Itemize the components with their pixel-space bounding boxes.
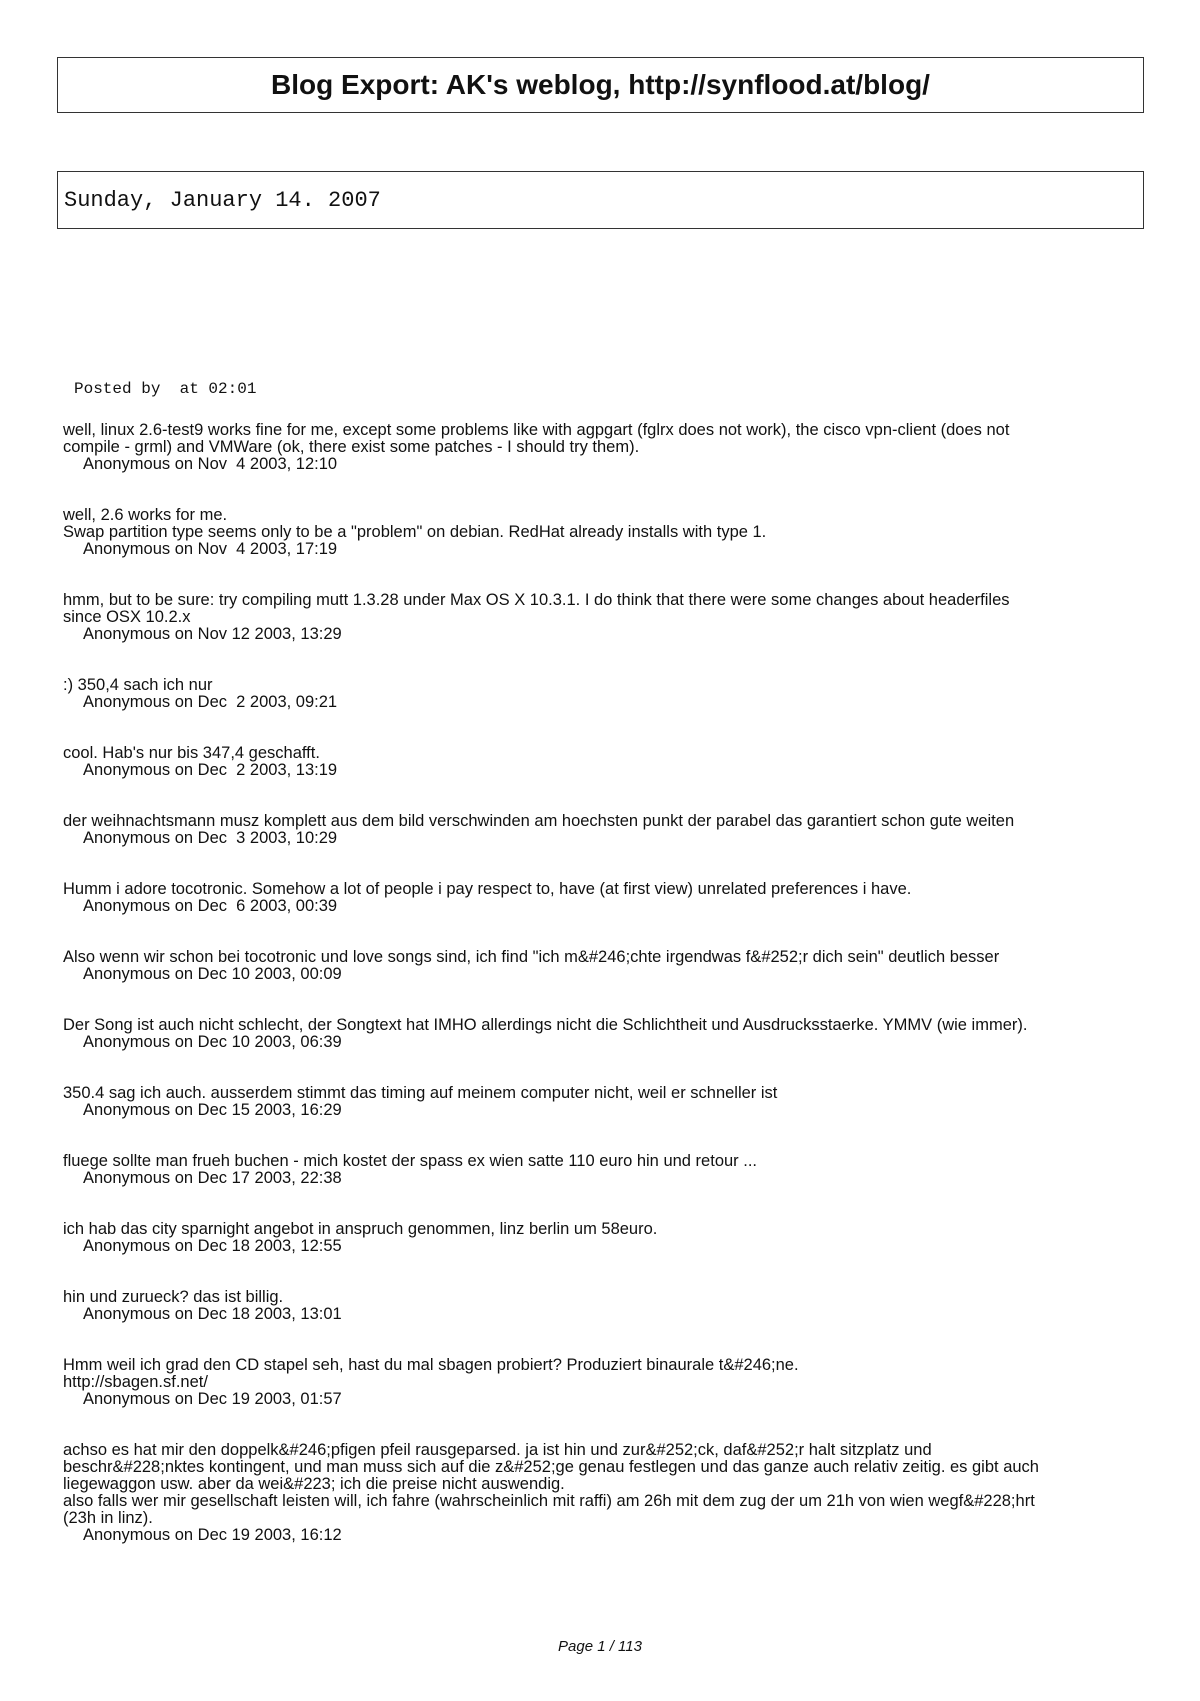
comment (63, 507, 1148, 558)
comment (63, 813, 1148, 847)
comment-text: hin und zurueck? das ist billig. (63, 1288, 284, 1306)
comment-text: der weihnachtsmann musz komplett aus dem bild verschwinden am hoechsten punkt der parabel das garantiert schon gute weiten (63, 812, 1015, 830)
comment (63, 1357, 1148, 1408)
comment (63, 1442, 1148, 1544)
comment-text: Humm i adore tocotronic. Somehow a lot of people i pay respect to, have (at first view) unrelated preferences i have. (63, 880, 912, 898)
comment-meta: Anonymous on Dec 18 2003, 13:01 (83, 1305, 342, 1323)
comment-meta: Anonymous on Dec 17 2003, 22:38 (83, 1169, 342, 1187)
comment-meta: Anonymous on Dec 10 2003, 06:39 (83, 1033, 342, 1051)
comment-meta: Anonymous on Dec 18 2003, 12:55 (83, 1237, 342, 1255)
comment (63, 677, 1148, 711)
comment-list (63, 422, 1148, 1578)
comment (63, 949, 1148, 983)
comment (63, 1153, 1148, 1187)
comment-meta: Anonymous on Dec 6 2003, 00:39 (83, 897, 338, 915)
comment (63, 881, 1148, 915)
date-heading: Sunday, January 14. 2007 (64, 187, 381, 213)
comment-meta: Anonymous on Nov 12 2003, 13:29 (83, 625, 342, 643)
comment-text: fluege sollte man frueh buchen - mich kostet der spass ex wien satte 110 euro hin und retour ... (63, 1152, 757, 1170)
comment (63, 422, 1148, 473)
comment-text: ich hab das city sparnight angebot in anspruch genommen, linz berlin um 58euro. (63, 1220, 658, 1238)
comment-meta: Anonymous on Dec 2 2003, 09:21 (83, 693, 338, 711)
comment (63, 592, 1148, 643)
comment-meta: Anonymous on Dec 19 2003, 01:57 (83, 1390, 342, 1408)
comment-text: achso es hat mir den doppelk&#246;pfigen pfeil rausgeparsed. ja ist hin und zur&#252;ck, daf&#252;r halt sitzplatz und beschr&#228;nktes kontingent, und man muss sich auf die z&#252;ge genau festlegen und das ganze auch relativ zeitig. es gibt auch liegewaggon usw. aber da wei&#223; ich die preise nicht auswendig. also falls wer mir gesellschaft leisten will, ich fahre (wahrscheinlich mit raffi) am 26h mit dem zug der um 21h von wien wegf&#228;hrt (23h in linz). (63, 1441, 1039, 1527)
comment-meta: Anonymous on Dec 19 2003, 16:12 (83, 1526, 342, 1544)
comment-text: 350.4 sag ich auch. ausserdem stimmt das timing auf meinem computer nicht, weil er schneller ist (63, 1084, 778, 1102)
posted-by-line: Posted by at 02:01 (74, 380, 257, 398)
comment-meta: Anonymous on Dec 2 2003, 13:19 (83, 761, 338, 779)
comment-meta: Anonymous on Dec 3 2003, 10:29 (83, 829, 338, 847)
comment-text: :) 350,4 sach ich nur (63, 676, 213, 694)
date-box (57, 171, 1144, 229)
comment (63, 1221, 1148, 1255)
comment-meta: Anonymous on Nov 4 2003, 12:10 (83, 455, 338, 473)
comment-text: cool. Hab's nur bis 347,4 geschafft. (63, 744, 320, 762)
page-number: Page 1 / 113 (558, 1638, 642, 1655)
comment-meta: Anonymous on Dec 15 2003, 16:29 (83, 1101, 342, 1119)
comment-meta: Anonymous on Nov 4 2003, 17:19 (83, 540, 338, 558)
comment-text: hmm, but to be sure: try compiling mutt 1.3.28 under Max OS X 10.3.1. I do think that there were some changes about headerfiles since OSX 10.2.x (63, 591, 1010, 626)
comment-text: well, 2.6 works for me. Swap partition type seems only to be a "problem" on debian. RedHat already installs with type 1. (63, 506, 767, 541)
comment-text: Hmm weil ich grad den CD stapel seh, hast du mal sbagen probiert? Produziert binaurale t&#246;ne. http://sbagen.sf.net/ (63, 1356, 799, 1391)
comment (63, 1085, 1148, 1119)
comment (63, 745, 1148, 779)
document-title: Blog Export: AK's weblog, http://synflood.at/blog/ (271, 69, 930, 100)
comment (63, 1017, 1148, 1051)
title-box (57, 57, 1144, 113)
comment-text: well, linux 2.6-test9 works fine for me, except some problems like with agpgart (fglrx does not work), the cisco vpn-client (does not compile - grml) and VMWare (ok, there exist some patches - I should try them). (63, 421, 1010, 456)
comment-meta: Anonymous on Dec 10 2003, 00:09 (83, 965, 342, 983)
comment-text: Also wenn wir schon bei tocotronic und love songs sind, ich find "ich m&#246;chte irgendwas f&#252;r dich sein" deutlich besser (63, 948, 1000, 966)
comment (63, 1289, 1148, 1323)
comment-text: Der Song ist auch nicht schlecht, der Songtext hat IMHO allerdings nicht die Schlichtheit und Ausdrucksstaerke. YMMV (wie immer). (63, 1016, 1028, 1034)
